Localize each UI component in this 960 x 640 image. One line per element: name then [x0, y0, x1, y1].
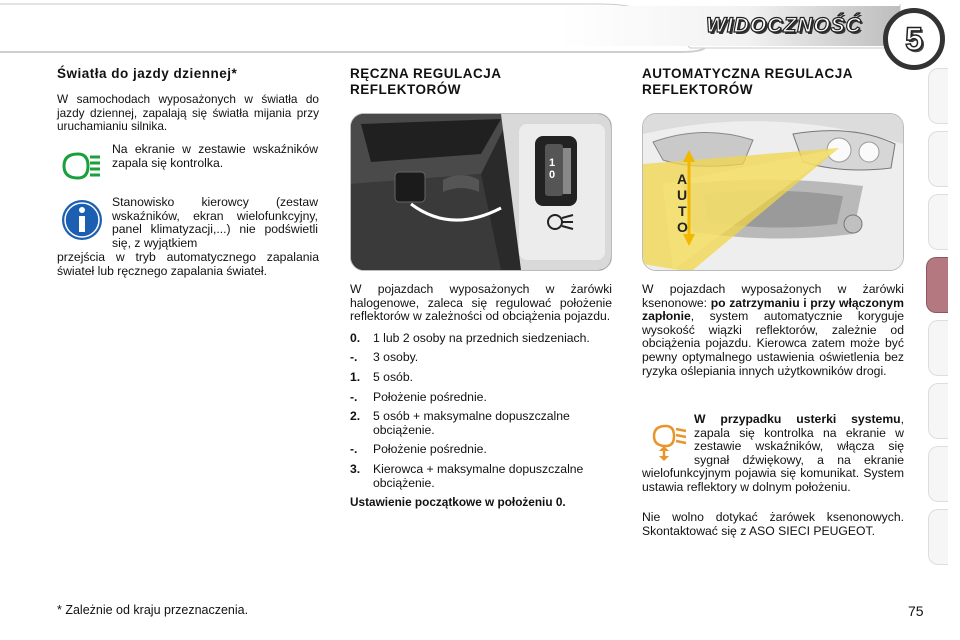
manual-adjuster-figure — [350, 113, 612, 271]
page-number: 75 — [908, 603, 924, 619]
auto-intro-rest: , system automatycznie koryguje wysokość wiązki reflektorów, zależnie od obciążenia pojazdu. Kierowca zatem może być pewny optymalnego ustawienia oświetlenia bez ryzyka oślepiania innych użytkowników drogi. — [642, 309, 904, 378]
list-key: 2. — [350, 409, 361, 424]
list-key: 0. — [350, 330, 361, 345]
xenon-warning: Nie wolno dotykać żarówek ksenonowych. Skontaktować się z ASO SIECI PEUGEOT. — [642, 510, 904, 538]
auto-fault-paragraph — [642, 413, 904, 495]
chapter-tab[interactable] — [928, 131, 948, 187]
load-position-list — [350, 332, 612, 490]
section-heading: AUTOMATYCZNA REGULACJA REFLEKTORÓW — [642, 66, 853, 97]
chapter-tab[interactable] — [928, 320, 948, 376]
list-value: Kierowca + maksymalne dopuszczalne obciążenie. — [373, 461, 584, 490]
info-note-rest: przejścia w tryb automatycznego zapalania świateł lub ręcznego zapalania świateł. — [57, 250, 319, 278]
list-key: -. — [350, 442, 358, 457]
list-item — [350, 332, 612, 346]
chapter-title: WIDOCZNOŚĆ — [706, 14, 862, 37]
auto-intro-condition: po zatrzymaniu i przy włączonym zapłonie — [642, 295, 904, 324]
list-item — [350, 391, 612, 405]
list-value: 5 osób. — [373, 369, 413, 384]
auto-letter: U — [677, 187, 688, 203]
manual-intro: W pojazdach wyposażonych w żarówki halogenowe, zaleca się regulować położenie reflektorów w zależności od obciążenia pojazdu. — [350, 282, 612, 324]
chapter-tab[interactable] — [928, 446, 948, 502]
list-item — [350, 463, 612, 490]
daytime-light-icon — [58, 146, 102, 190]
daytime-intro: W samochodach wyposażonych w światła do jazdy dziennej, zapalają się światła mijania przy uruchamianiu silnika. — [57, 92, 319, 134]
xenon-headlamp-figure — [642, 113, 904, 271]
auto-fault-rest: , zapala się kontrolka na ekranie w zestawie wskaźników, włącza się sygnał dźwiękowy, a na ekranie wielofunkcyjnym pojawia się komunikat. System ustawia reflektory w dolnym położeniu. — [642, 412, 904, 494]
manual-adjustment-section — [350, 66, 612, 98]
auto-letter: O — [677, 219, 688, 235]
chapter-tab[interactable] — [928, 194, 948, 250]
chapter-tab[interactable] — [928, 509, 948, 565]
chapter-tabs — [928, 68, 948, 576]
info-icon — [60, 198, 104, 242]
list-key: 3. — [350, 461, 361, 476]
auto-letter: A — [677, 171, 688, 187]
auto-intro — [642, 283, 904, 378]
list-value: Położenie pośrednie. — [373, 442, 487, 457]
list-key: -. — [350, 350, 358, 365]
chapter-tab[interactable] — [928, 68, 948, 124]
daytime-lights-section — [57, 66, 319, 134]
chapter-tab-active[interactable] — [926, 257, 948, 313]
list-value: 1 lub 2 osoby na przednich siedzeniach. — [373, 330, 590, 345]
info-note-lead: Stanowisko kierowcy (zestaw wskaźników, ekran wielofunkcyjny, panel klimatyzacji,...) nie podświetli się, z wyjątkiem — [112, 195, 318, 250]
list-value: Położenie pośrednie. — [373, 389, 487, 404]
list-value: 3 osoby. — [373, 350, 419, 365]
section-heading: RĘCZNA REGULACJA REFLEKTORÓW — [350, 66, 502, 97]
daytime-indicator-note: Na ekranie w zestawie wskaźników zapala się kontrolka. — [112, 142, 318, 170]
auto-intro-lead: W pojazdach wyposażonych w żarówki ksenonowe: — [642, 282, 904, 310]
list-item — [350, 351, 612, 365]
footnote: * Zależnie od kraju przeznaczenia. — [57, 603, 249, 617]
list-item — [350, 443, 612, 457]
list-item — [350, 410, 612, 437]
dial-label-0: 0 — [549, 169, 556, 181]
section-heading: Światła do jazdy dziennej* — [57, 66, 238, 81]
chapter-tab[interactable] — [928, 383, 948, 439]
list-key: 1. — [350, 369, 361, 384]
auto-adjustment-body — [642, 283, 904, 378]
list-value: 5 osób + maksymalne dopuszczalne obciążenie. — [373, 409, 570, 437]
automatic-adjustment-section — [642, 66, 904, 98]
page-header — [0, 0, 960, 58]
list-item — [350, 371, 612, 385]
manual-adjustment-body — [350, 283, 612, 510]
auto-letter: T — [678, 203, 687, 219]
auto-fault-lead: W przypadku usterki systemu — [694, 412, 901, 426]
dial-label-1: 1 — [549, 157, 556, 169]
initial-position-note: Ustawienie początkowe w położeniu 0. — [350, 495, 566, 510]
chapter-number-badge: 5 — [883, 8, 945, 70]
list-key: -. — [350, 389, 358, 404]
